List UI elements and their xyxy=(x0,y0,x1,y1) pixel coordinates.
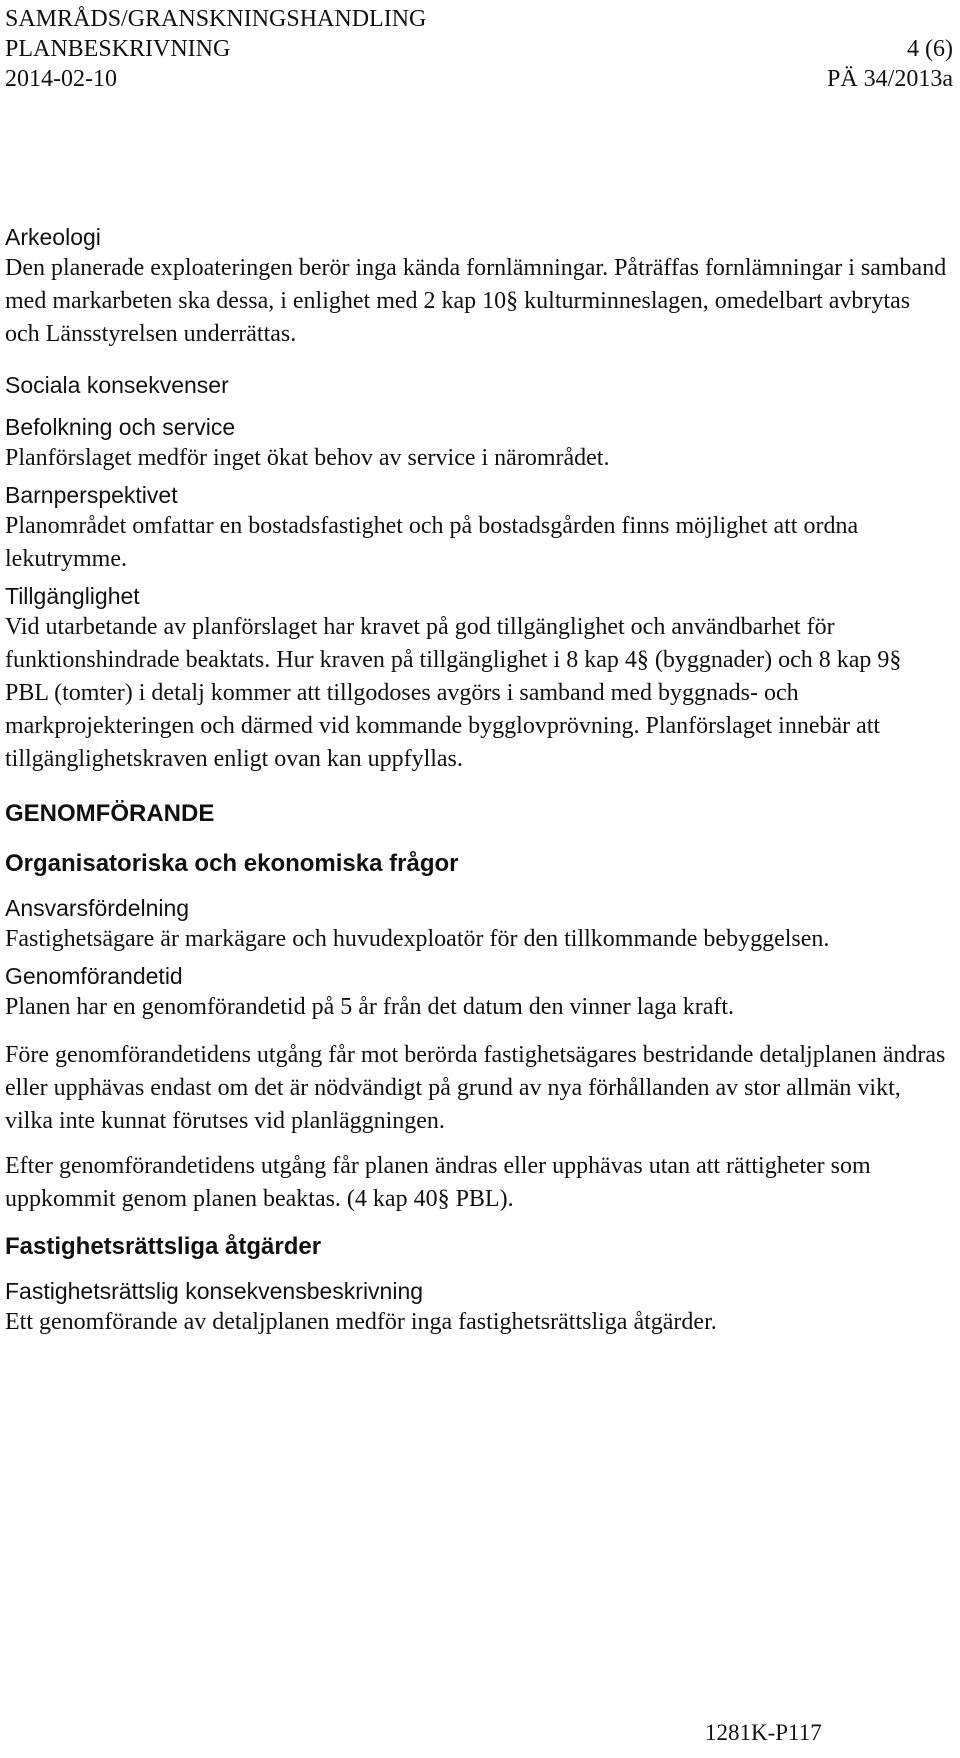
text-fore-genomforandetid: Före genomförandetidens utgång får mot berörda fastighetsägares bestridande detaljplanen ändras eller upphävas endast om det är nödvändigt på grund av nya förhållanden av stor allmän vikt, vilka inte kunnat förutses vid planläggningen. xyxy=(5,1042,946,1134)
document-date: 2014-02-10 xyxy=(5,66,117,92)
document-body xyxy=(5,222,950,1339)
text-fastighetsrattslig-konsekvens: Ett genomförande av detaljplanen medför inga fastighetsrättsliga åtgärder. xyxy=(5,1309,717,1335)
heading-fastighetsrattslig-konsekvens: Fastighetsrättslig konsekvensbeskrivning xyxy=(5,1278,424,1304)
document-status: SAMRÅDS/GRANSKNINGSHANDLING xyxy=(5,6,427,32)
heading-tillganglighet: Tillgänglighet xyxy=(5,583,140,609)
document-footer-code: 1281K-P117 xyxy=(705,1720,822,1745)
text-barnperspektivet: Planområdet omfattar en bostadsfastighet och på bostadsgården finns möjlighet att ordna lekutrymme. xyxy=(5,513,859,572)
document-header xyxy=(5,4,953,94)
page-number: 4 (6) xyxy=(907,36,953,62)
document-reference: PÄ 34/2013a xyxy=(827,66,953,92)
text-tillganglighet: Vid utarbetande av planförslaget har kravet på god tillgänglighet och användbarhet för funktionshindrade beaktats. Hur kraven på tillgänglighet i 8 kap 4§ (byggnader) och 8 kap 9§ PBL (tomter) i detalj kommer att tillgodoses avgörs i samband med byggnads- och markprojekteringen och därmed vid kommande bygglovprövning. Planförslaget innebär att tillgänglighetskraven enligt ovan kan uppfyllas. xyxy=(5,614,902,772)
heading-arkeologi: Arkeologi xyxy=(5,224,101,250)
document-type: PLANBESKRIVNING xyxy=(5,36,231,62)
heading-befolkning: Befolkning och service xyxy=(5,414,236,440)
text-ansvarsfordelning: Fastighetsägare är markägare och huvudexploatör för den tillkommande bebyggelsen. xyxy=(5,926,830,952)
text-arkeologi: Den planerade exploateringen berör inga kända fornlämningar. Påträffas fornlämningar i samband med markarbeten ska dessa, i enlighet med 2 kap 10§ kulturminneslagen, omedelbart avbrytas och Länsstyrelsen underrättas. xyxy=(5,255,947,347)
heading-ansvarsfordelning: Ansvarsfördelning xyxy=(5,895,190,921)
heading-genomforande: GENOMFÖRANDE xyxy=(5,800,215,827)
heading-sociala-konsekvenser: Sociala konsekvenser xyxy=(5,372,229,398)
heading-barnperspektivet: Barnperspektivet xyxy=(5,482,178,508)
heading-organisatoriska-fragor: Organisatoriska och ekonomiska frågor xyxy=(5,850,459,877)
heading-fastighetsrattsliga-atgarder: Fastighetsrättsliga åtgärder xyxy=(5,1233,322,1260)
text-efter-genomforandetid: Efter genomförandetidens utgång får planen ändras eller upphävas utan att rättigheter som uppkommit genom planen beaktas. (4 kap 40§ PBL). xyxy=(5,1153,871,1212)
text-genomforandetid: Planen har en genomförandetid på 5 år från det datum den vinner laga kraft. xyxy=(5,994,735,1020)
heading-genomforandetid: Genomförandetid xyxy=(5,963,183,989)
text-befolkning: Planförslaget medför inget ökat behov av service i närområdet. xyxy=(5,445,610,471)
